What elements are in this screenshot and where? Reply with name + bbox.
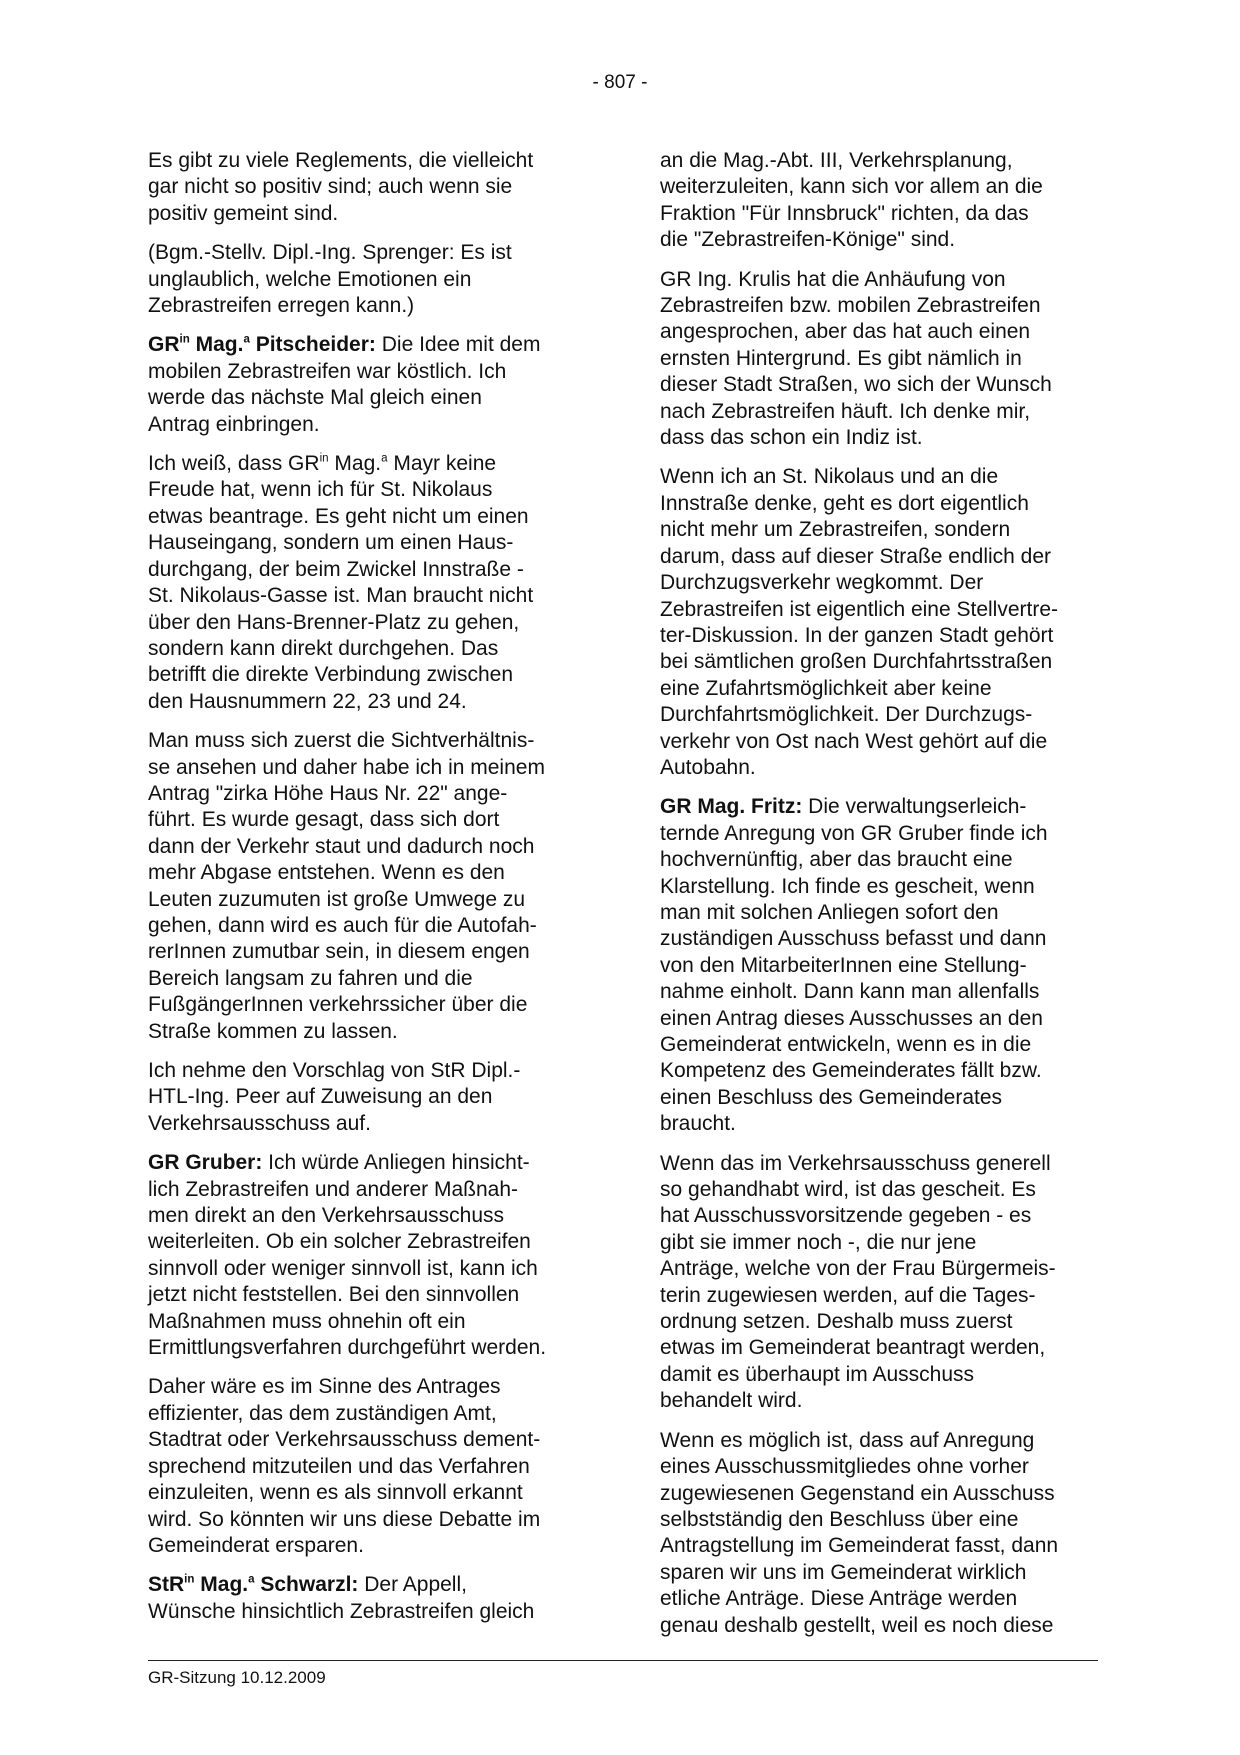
paragraph [660, 794, 1098, 1137]
text-line: braucht. [660, 1112, 736, 1136]
text-line: sondern kann direkt durchgehen. Das [148, 636, 499, 660]
text-line: Man muss sich zuerst die Sichtverhältnis- [148, 729, 535, 753]
text-line: führt. Es wurde gesagt, dass sich dort [148, 808, 500, 832]
speaker-surname: Pitscheider: [249, 333, 376, 357]
speaker-name [148, 1573, 358, 1596]
text-line: unglaublich, welche Emotionen ein [148, 267, 472, 291]
speaker-surname: Schwarzl: [254, 1573, 359, 1597]
speaker-degree: Mag. [189, 333, 244, 357]
paragraph [660, 267, 1098, 452]
text-line: Ermittlungsverfahren durchgeführt werden. [148, 1336, 547, 1360]
text-line: zuständigen Ausschuss befasst und dann [660, 927, 1047, 951]
text-line: Bereich langsam zu fahren und die [148, 966, 473, 990]
text-line: dann der Verkehr staut und dadurch noch [148, 834, 535, 858]
text-line: Daher wäre es im Sinne des Antrages [148, 1375, 501, 1399]
text-run: Ich weiß, dass GR [148, 452, 320, 476]
text-line: betrifft die direkte Verbindung zwischen [148, 663, 513, 687]
text-line: gar nicht so positiv sind; auch wenn sie [148, 175, 513, 199]
paragraph-first-line [148, 1572, 586, 1598]
text-line: zugewiesenen Gegenstand ein Ausschuss [660, 1481, 1055, 1505]
text-line: Leuten zuzumuten ist große Umwege zu [148, 887, 526, 911]
text-line: rerInnen zumutbar sein, in diesem engen [148, 940, 530, 964]
speech-start: Die verwaltungserleich- [802, 795, 1027, 819]
speech-start: Der Appell, [358, 1573, 467, 1597]
text-line: Kompetenz des Gemeinderates fällt bzw. [660, 1059, 1042, 1083]
text-line: Innstraße denke, geht es dort eigentlich [660, 491, 1029, 515]
paragraph [148, 1150, 586, 1361]
text-line: Ich nehme den Vorschlag von StR Dipl.- [148, 1059, 521, 1082]
text-line: Wünsche hinsichtlich Zebrastreifen gleich [148, 1599, 535, 1623]
text-line: Fraktion "Für Innsbruck" richten, da das [660, 201, 1029, 225]
text-line: Straße kommen zu lassen. [148, 1019, 398, 1043]
text-line: Zebrastreifen bzw. mobilen Zebrastreifen [660, 294, 1041, 318]
text-line: Autobahn. [660, 755, 756, 779]
text-line: FußgängerInnen verkehrssicher über die [148, 993, 528, 1017]
text-line: gibt sie immer noch -, die nur jene [660, 1230, 977, 1254]
paragraph [148, 1572, 586, 1625]
paragraph [148, 148, 586, 227]
text-line: se ansehen und daher habe ich in meinem [148, 755, 545, 779]
text-line: hochvernünftig, aber das braucht eine [660, 848, 1013, 872]
speaker-degree-superscript: a [248, 1573, 255, 1586]
text-line: etliche Anträge. Diese Anträge werden [660, 1587, 1018, 1611]
text-line: verkehr von Ost nach West gehört auf die [660, 729, 1048, 753]
page-number: - 807 - [592, 72, 648, 93]
paragraph [660, 464, 1098, 781]
speaker-title: GR Gruber: [148, 1151, 263, 1175]
speaker-title: StR [148, 1573, 185, 1597]
text-line: so gehandhabt wird, ist das gescheit. Es [660, 1178, 1036, 1202]
text-line: sprechend mitzuteilen und das Verfahren [148, 1454, 530, 1478]
text-line: positiv gemeint sind. [148, 201, 339, 225]
paragraph [148, 1058, 586, 1137]
text-line: gehen, dann wird es auch für die Autofah- [148, 913, 537, 937]
text-line: Wenn ich an St. Nikolaus und an die [660, 465, 999, 489]
speaker-title-superscript: in [184, 1573, 195, 1586]
text-run: Mag. [328, 452, 382, 476]
speaker-title: GR [148, 333, 180, 357]
text-line: selbstständig den Beschluss über eine [660, 1507, 1019, 1531]
text-line: etwas im Gemeinderat beantragt werden, [660, 1336, 1046, 1360]
text-line: werde das nächste Mal gleich einen [148, 386, 482, 410]
text-line: angesprochen, aber das hat auch einen [660, 320, 1031, 344]
speaker-degree-superscript: a [243, 333, 250, 346]
text-line: ernsten Hintergrund. Es gibt nämlich in [660, 346, 1022, 370]
paragraph-first-line [148, 1150, 586, 1176]
paragraph [148, 332, 586, 438]
text-line: Anträge, welche von der Frau Bürgermeis- [660, 1257, 1056, 1281]
text-line: Antrag einbringen. [148, 412, 320, 436]
text-line: Wenn das im Verkehrsausschuss generell [660, 1151, 1051, 1175]
text-line: nicht mehr um Zebrastreifen, sondern [660, 518, 1011, 542]
text-line: Wenn es möglich ist, dass auf Anregung [660, 1428, 1035, 1452]
left-column [148, 148, 586, 1625]
text-line: HTL-Ing. Peer auf Zuweisung an den [148, 1085, 493, 1109]
text-line: man mit solchen Anliegen sofort den [660, 900, 999, 924]
text-line: ter-Diskussion. In der ganzen Stadt gehört [660, 623, 1054, 647]
text-line: Antrag "zirka Höhe Haus Nr. 22" ange- [148, 781, 508, 805]
right-column [660, 148, 1098, 1639]
paragraph [148, 240, 586, 319]
text-line: jetzt nicht feststellen. Bei den sinnvollen [148, 1283, 520, 1307]
text-line: etwas beantrage. Es geht nicht um einen [148, 504, 529, 528]
text-line: durchgang, der beim Zwickel Innstraße - [148, 557, 524, 581]
paragraph-first-line [148, 332, 586, 358]
text-line: eine Zufahrtsmöglichkeit aber keine [660, 676, 992, 700]
paragraph [660, 1151, 1098, 1415]
title-superscript: in [319, 452, 329, 465]
text-line: men direkt an den Verkehrsausschuss [148, 1204, 505, 1228]
text-line: Antragstellung im Gemeinderat fasst, dann [660, 1534, 1059, 1558]
text-line: nach Zebrastreifen häuft. Ich denke mir, [660, 399, 1031, 423]
text-run: Mayr keine [387, 452, 497, 476]
speech-start: Ich würde Anliegen hinsicht- [262, 1151, 530, 1175]
speaker-name [148, 333, 376, 356]
text-line: bei sämtlichen großen Durchfahrtsstraßen [660, 650, 1053, 674]
paragraph-first-line [148, 451, 586, 477]
speaker-title: GR Mag. Fritz: [660, 795, 803, 819]
text-line: mehr Abgase entstehen. Wenn es den [148, 861, 505, 885]
text-line: Gemeinderat entwickeln, wenn es in die [660, 1033, 1032, 1056]
text-line: Verkehrsausschuss auf. [148, 1111, 371, 1135]
text-line: einzuleiten, wenn es als sinnvoll erkannt [148, 1481, 523, 1505]
speaker-name [660, 795, 802, 818]
speech-start: Die Idee mit dem [375, 333, 541, 357]
text-line: von den MitarbeiterInnen eine Stellung- [660, 953, 1027, 977]
text-line: Maßnahmen muss ohnehin oft ein [148, 1309, 466, 1333]
text-line: einen Antrag dieses Ausschusses an den [660, 1006, 1043, 1030]
text-line: Durchzugsverkehr wegkommt. Der [660, 571, 984, 595]
text-line: Durchfahrtsmöglichkeit. Der Durchzugs- [660, 703, 1033, 727]
text-line: ternde Anregung von GR Gruber finde ich [660, 821, 1048, 845]
text-line: mobilen Zebrastreifen war köstlich. Ich [148, 359, 507, 383]
text-line: Es gibt zu viele Reglements, die vielleicht [148, 149, 534, 172]
text-line: genau deshalb gestellt, weil es noch diese [660, 1613, 1054, 1637]
text-line: Gemeinderat ersparen. [148, 1533, 364, 1557]
paragraph [148, 728, 586, 1045]
text-line: sparen wir uns im Gemeinderat wirklich [660, 1560, 1027, 1584]
text-line: Zebrastreifen erregen kann.) [148, 294, 415, 318]
text-line: behandelt wird. [660, 1389, 803, 1413]
text-line: sinnvoll oder weniger sinnvoll ist, kann ich [148, 1256, 538, 1280]
text-line: damit es überhaupt im Ausschuss [660, 1362, 974, 1386]
text-line: Zebrastreifen ist eigentlich eine Stellvertre- [660, 597, 1059, 621]
speaker-degree: Mag. [194, 1573, 249, 1597]
footer-text: GR-Sitzung 10.12.2009 [148, 1668, 326, 1687]
text-line: Klarstellung. Ich finde es gescheit, wenn [660, 874, 1035, 898]
footer-divider [148, 1660, 1098, 1661]
text-line: einen Beschluss des Gemeinderates [660, 1085, 1003, 1109]
text-line: eines Ausschussmitgliedes ohne vorher [660, 1455, 1029, 1479]
text-line: GR Ing. Krulis hat die Anhäufung von [660, 267, 1006, 291]
paragraph-first-line [660, 794, 1098, 820]
paragraph [148, 1374, 586, 1559]
text-line: effizienter, das dem zuständigen Amt, [148, 1401, 497, 1425]
text-line: dieser Stadt Straßen, wo sich der Wunsch [660, 373, 1052, 397]
text-line: weiterleiten. Ob ein solcher Zebrastreifen [148, 1230, 531, 1254]
text-line: St. Nikolaus-Gasse ist. Man braucht nicht [148, 584, 534, 608]
text-line: Hauseingang, sondern um einen Haus- [148, 531, 514, 555]
speaker-title-superscript: in [179, 333, 190, 346]
text-line: weiterzuleiten, kann sich vor allem an die [660, 175, 1043, 199]
text-line: (Bgm.-Stellv. Dipl.-Ing. Sprenger: Es ist [148, 241, 512, 265]
text-line: terin zugewiesen werden, auf die Tages- [660, 1283, 1036, 1307]
text-line: den Hausnummern 22, 23 und 24. [148, 689, 467, 713]
text-line: nahme einholt. Dann kann man allenfalls [660, 980, 1040, 1004]
paragraph [148, 451, 586, 715]
text-line: wird. So könnten wir uns diese Debatte im [148, 1507, 541, 1531]
text-line: Freude hat, wenn ich für St. Nikolaus [148, 478, 493, 502]
speaker-name [148, 1151, 262, 1174]
text-line: die "Zebrastreifen-Könige" sind. [660, 228, 956, 252]
text-line: hat Ausschussvorsitzende gegeben - es [660, 1204, 1032, 1228]
text-line: Stadtrat oder Verkehrsausschuss dement- [148, 1428, 541, 1452]
text-line: lich Zebrastreifen und anderer Maßnah- [148, 1177, 519, 1201]
text-line: ordnung setzen. Deshalb muss zuerst [660, 1310, 1013, 1334]
paragraph [660, 1428, 1098, 1639]
text-line: über den Hans-Brenner-Platz zu gehen, [148, 610, 520, 634]
text-line: darum, dass auf dieser Straße endlich der [660, 544, 1052, 568]
text-line: an die Mag.-Abt. III, Verkehrsplanung, [660, 149, 1013, 172]
title-superscript: a [381, 452, 388, 465]
text-line: dass das schon ein Indiz ist. [660, 426, 923, 450]
paragraph [660, 148, 1098, 254]
